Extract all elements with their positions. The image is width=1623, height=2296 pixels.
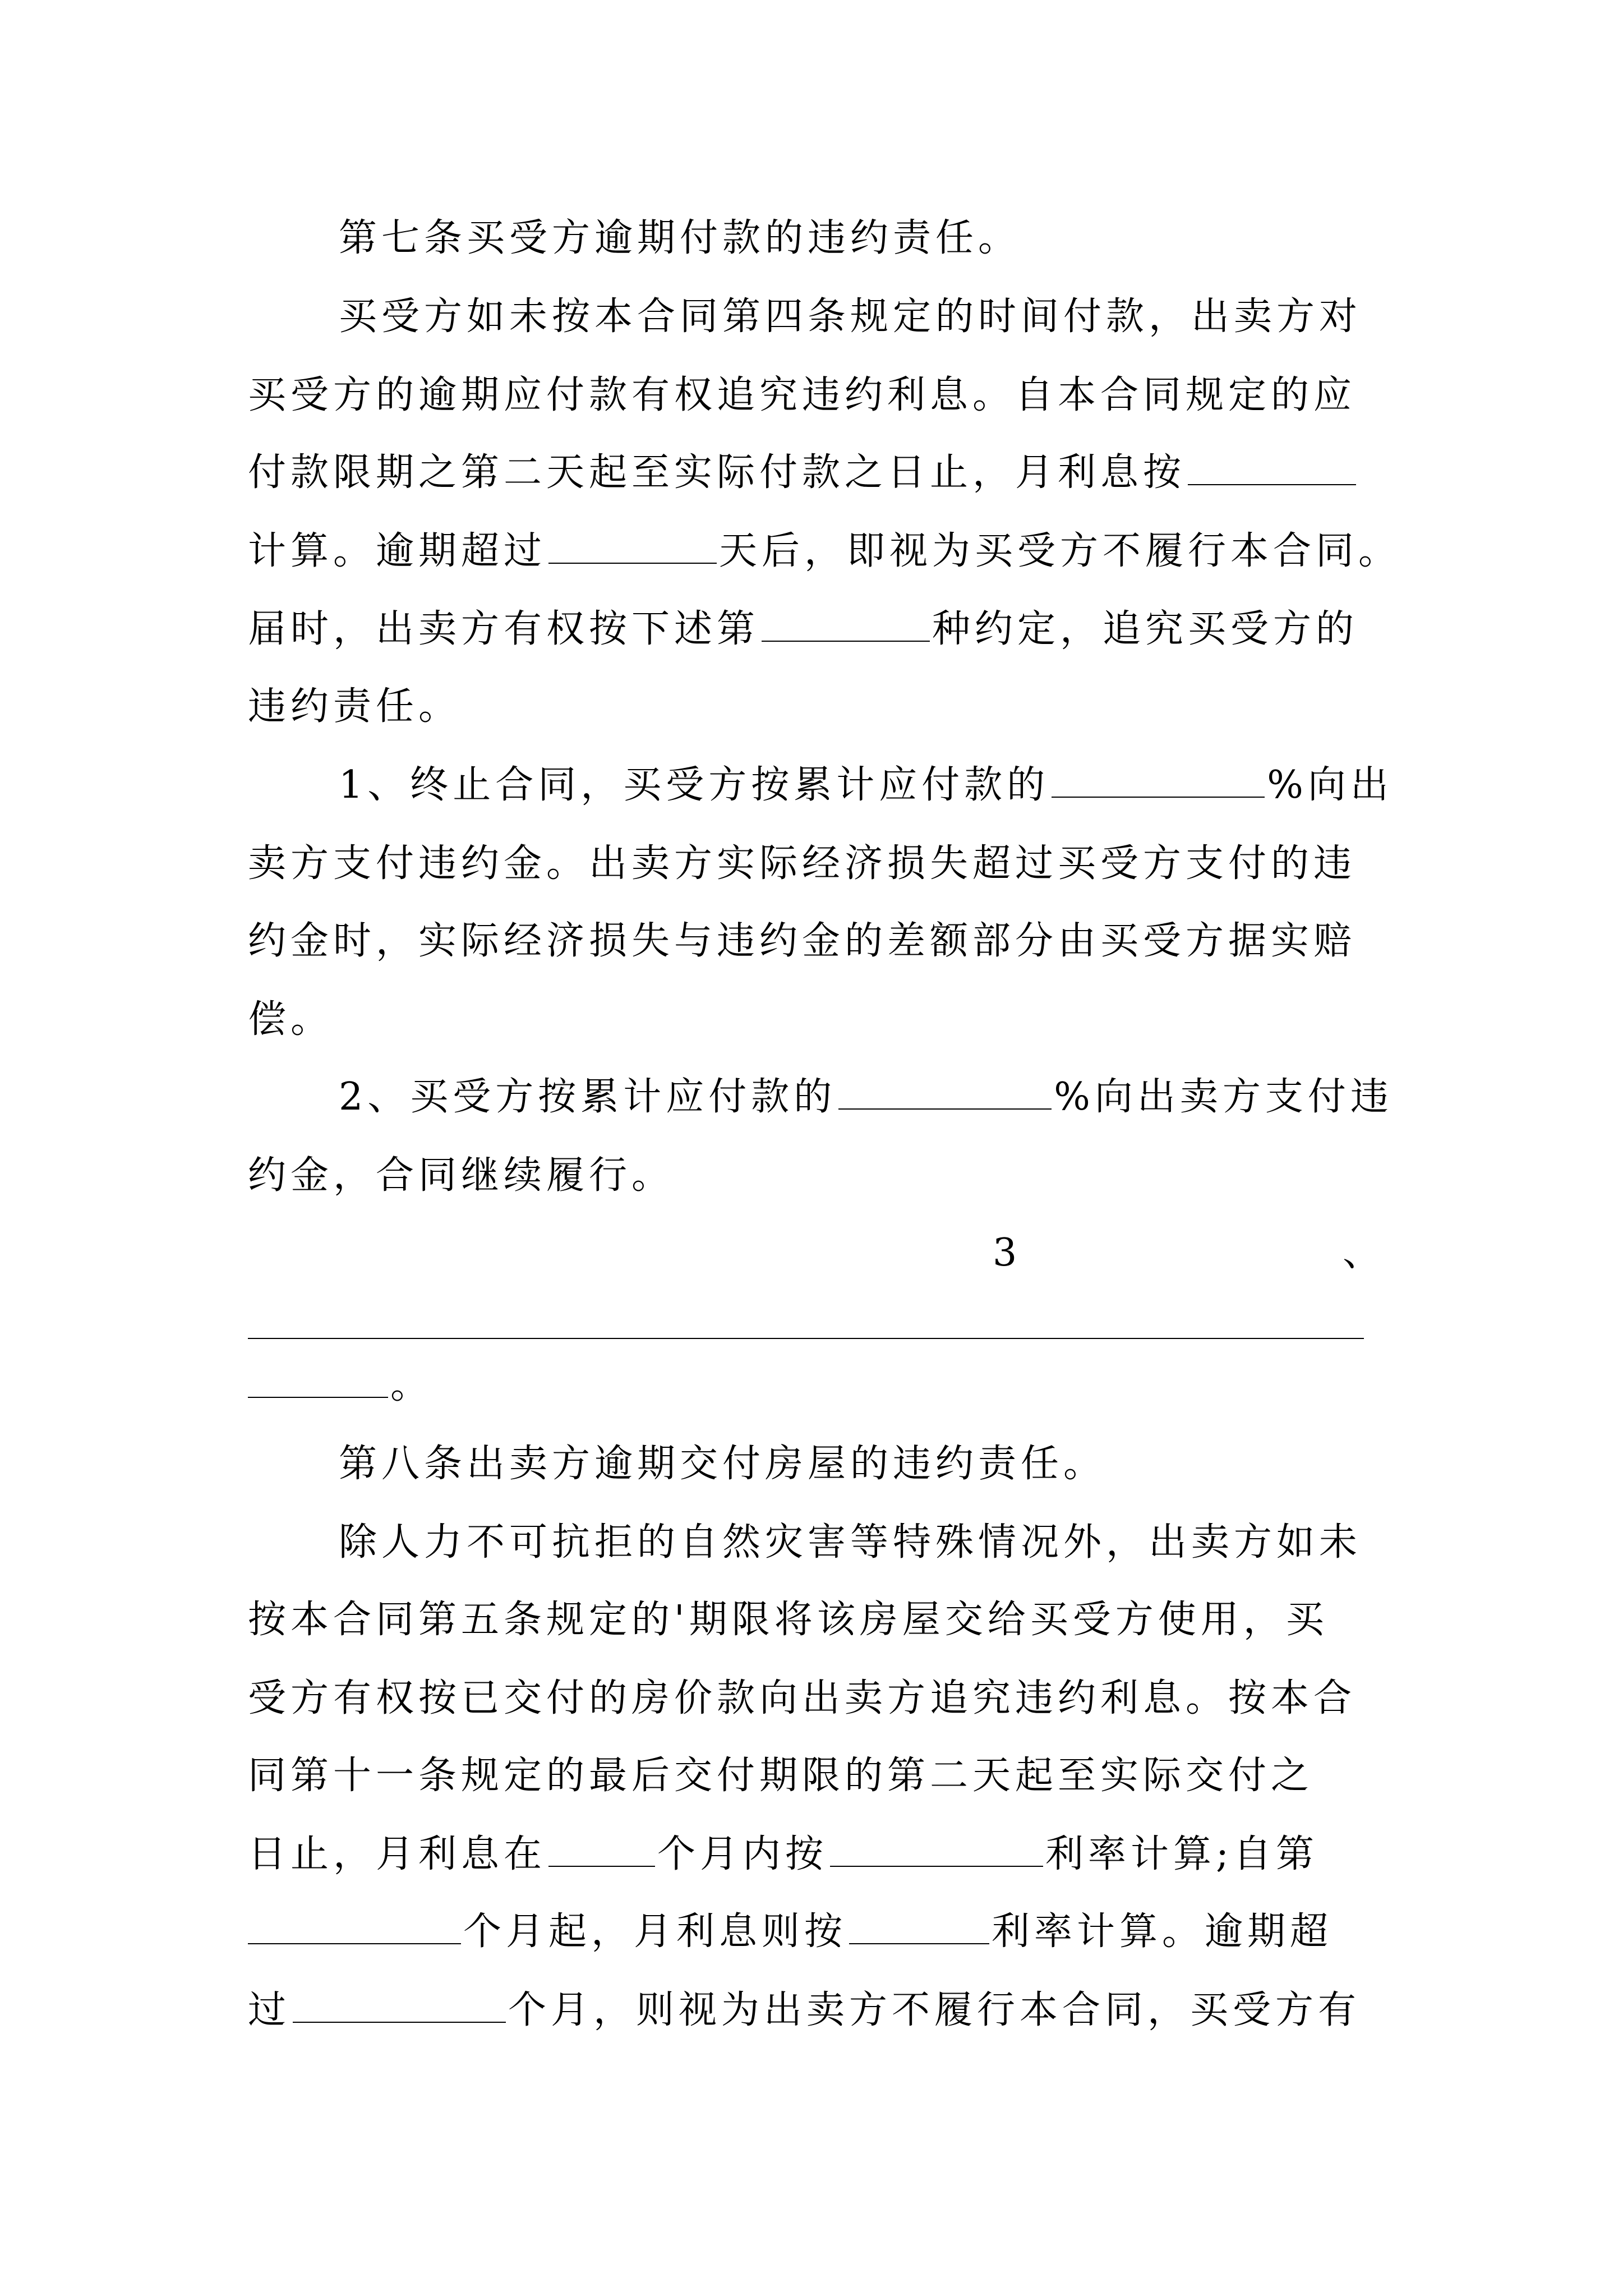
article-8-line-4: 同第十一条规定的最后交付期限的第二天起至实际交付之 <box>248 1754 1314 1798</box>
option-2-line-1 <box>339 1069 1477 1125</box>
article-7-heading: 第七条买受方逾期付款的违约责任。 <box>339 216 1021 260</box>
option-3-number <box>993 1225 1385 1281</box>
fill-blank <box>762 606 930 642</box>
text: 天后，即视为买受方不履行本合同。 <box>719 529 1401 573</box>
text: 种约定，追究买受方的 <box>932 607 1359 651</box>
article-7-line-4 <box>248 523 1401 579</box>
article-7-line-5 <box>248 601 1386 657</box>
text: 日止，月利息在 <box>248 1832 547 1876</box>
article-7-line-2: 买受方的逾期应付款有权追究违约利息。自本合同规定的应 <box>248 373 1357 417</box>
text: 1、终止合同，买受方按累计应付款的 <box>339 763 1050 807</box>
text: 个月，则视为出卖方不履行本合同，买受方有 <box>508 1988 1361 2032</box>
article-7-line-1: 买受方如未按本合同第四条规定的时间付款，出卖方对 <box>339 295 1362 339</box>
fill-blank <box>830 1831 1043 1867</box>
article-7-line-3 <box>248 445 1386 501</box>
text: 、 <box>1342 1231 1385 1275</box>
text: 。 <box>390 1363 434 1407</box>
fill-blank <box>548 528 717 564</box>
text: 3 <box>993 1231 1022 1275</box>
fill-blank <box>1188 449 1356 485</box>
text: 过 <box>248 1988 291 2032</box>
article-8-line-6 <box>248 1904 1386 1960</box>
fill-blank <box>849 1908 989 1944</box>
option-1-line-3: 约金时，实际经济损失与违约金的差额部分由买受方据实赔 <box>248 919 1357 963</box>
article-8-line-5 <box>248 1826 1386 1883</box>
text: 付款限期之第二天起至实际付款之日止，月利息按 <box>248 450 1186 495</box>
text: %向出 <box>1267 763 1393 807</box>
text: 利率计算。逾期超 <box>992 1910 1333 1954</box>
fill-blank <box>248 1362 388 1398</box>
article-7-line-6: 违约责任。 <box>248 684 462 729</box>
fill-blank <box>293 1987 506 2023</box>
article-8-heading: 第八条出卖方逾期交付房屋的违约责任。 <box>339 1442 1106 1486</box>
option-3-fill-line <box>248 1338 1364 1339</box>
text: 2、买受方按累计应付款的 <box>339 1075 837 1119</box>
option-1-line-2: 卖方支付违约金。出卖方实际经济损失超过买受方支付的违 <box>248 841 1357 886</box>
article-8-line-7 <box>248 1982 1386 2039</box>
fill-blank <box>248 1908 461 1944</box>
article-8-line-3: 受方有权按已交付的房价款向出卖方追究违约利息。按本合 <box>248 1676 1357 1720</box>
fill-blank <box>838 1074 1052 1110</box>
article-8-line-1: 除人力不可抗拒的自然灾害等特殊情况外，出卖方如未 <box>339 1520 1362 1565</box>
article-8-line-2: 按本合同第五条规定的'期限将该房屋交给买受方使用，买 <box>248 1598 1329 1642</box>
option-1-line-1 <box>339 757 1477 813</box>
fill-blank <box>1052 762 1265 798</box>
text: 个月内按 <box>657 1832 828 1876</box>
text: 届时，出卖方有权按下述第 <box>248 607 760 651</box>
option-1-line-4: 偿。 <box>248 997 334 1042</box>
option-3-line-end <box>248 1358 1386 1414</box>
fill-blank <box>548 1831 655 1867</box>
text: 利率计算;自第 <box>1045 1832 1318 1876</box>
text: 个月起，月利息则按 <box>463 1910 847 1954</box>
text: 计算。逾期超过 <box>248 529 547 573</box>
text: %向出卖方支付违 <box>1054 1075 1393 1119</box>
option-2-line-2: 约金，合同继续履行。 <box>248 1153 675 1198</box>
